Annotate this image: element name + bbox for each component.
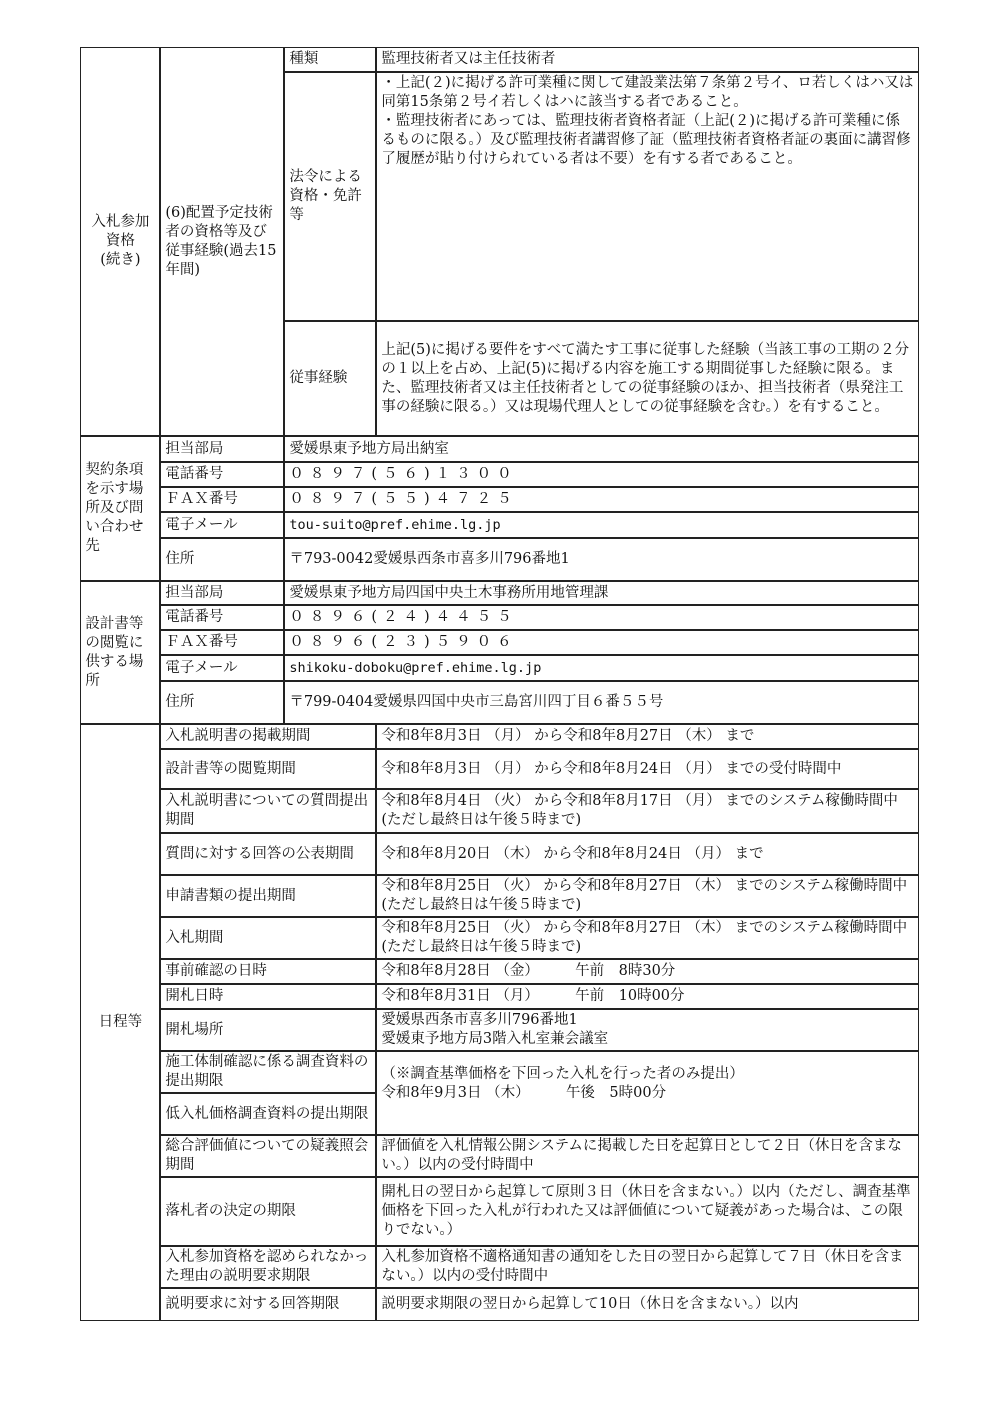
contract-contact-category: 契約条項を示す場所及び問い合わせ先 bbox=[80, 436, 160, 581]
schedule-row-value: 令和8年8月3日 （月） から令和8年8月24日 （月） までの受付時間中 bbox=[376, 749, 919, 789]
schedule-row-label: 開札日時 bbox=[160, 984, 376, 1009]
schedule-row-value: 令和8年8月31日 （月） 午前 10時00分 bbox=[376, 984, 919, 1009]
schedule-row-label: 質問に対する回答の公表期間 bbox=[160, 833, 376, 875]
contract-email-label: 電子メール bbox=[160, 512, 284, 538]
schedule-category: 日程等 bbox=[80, 724, 160, 1321]
design-email-label: 電子メール bbox=[160, 655, 284, 681]
experience-value: 上記(5)に掲げる要件をすべて満たす工事に従事した経験（当該工事の工期の２分の１以上を占め、上記(5)に掲げる内容を施工する期間従事した経験に限る。また、監理技術者又は主任技術者としての従事経験のほか、担当技術者（県発注工事の経験に限る。）又は現場代理人としての従事経験を含む。）を有すること。 bbox=[376, 321, 919, 436]
contract-fax-value: ０８９７(５５)４７２５ bbox=[284, 487, 919, 512]
schedule-row-value: 令和8年8月4日 （火） から令和8年8月17日 （月） までのシステム稼働時間中(ただし最終日は午後５時まで) bbox=[376, 789, 919, 833]
contract-fax-label: ＦＡＸ番号 bbox=[160, 487, 284, 512]
schedule-row-label: 設計書等の閲覧期間 bbox=[160, 749, 376, 789]
schedule-row-value: 開札日の翌日から起算して原則３日（休日を含まない。）以内（ただし、調査基準価格を下回った入札が行われた又は評価値について疑義があった場合は、この限りでない。） bbox=[376, 1177, 919, 1246]
contract-phone-label: 電話番号 bbox=[160, 462, 284, 487]
design-address-value: 〒799-0404愛媛県四国中央市三島宮川四丁目６番５５号 bbox=[284, 681, 919, 724]
type-value: 監理技術者又は主任技術者 bbox=[376, 47, 919, 72]
type-label: 種類 bbox=[284, 47, 376, 72]
schedule-row-value: 令和8年8月3日 （月） から令和8年8月27日 （木） まで bbox=[376, 724, 919, 749]
contract-email-value[interactable]: tou-suito@pref.ehime.lg.jp bbox=[284, 512, 919, 538]
schedule-row-label: 申請書類の提出期間 bbox=[160, 875, 376, 917]
design-docs-category: 設計書等の閲覧に供する場所 bbox=[80, 581, 160, 724]
schedule-row-label: 入札説明書についての質問提出期間 bbox=[160, 789, 376, 833]
design-phone-label: 電話番号 bbox=[160, 605, 284, 630]
contract-address-value: 〒793-0042愛媛県西条市喜多川796番地1 bbox=[284, 538, 919, 581]
schedule-row-value: 評価値を入札情報公開システムに掲載した日を起算日として２日（休日を含まない。）以内の受付時間中 bbox=[376, 1135, 919, 1177]
schedule-row-value: 愛媛県西条市喜多川796番地1 愛媛東予地方局3階入札室兼会議室 bbox=[376, 1009, 919, 1051]
contract-dept-label: 担当部局 bbox=[160, 436, 284, 462]
experience-label: 従事経験 bbox=[284, 321, 376, 436]
schedule-row-label: 入札参加資格を認められなかった理由の説明要求期限 bbox=[160, 1246, 376, 1288]
schedule-row-label: 入札説明書の掲載期間 bbox=[160, 724, 376, 749]
schedule-row-value: 説明要求期限の翌日から起算して10日（休日を含まない。）以内 bbox=[376, 1288, 919, 1321]
license-label: 法令による資格・免許等 bbox=[284, 72, 376, 321]
qualification-category: 入札参加資格 (続き) bbox=[80, 47, 160, 436]
schedule-row-label: 低入札価格調査資料の提出期限 bbox=[160, 1093, 376, 1135]
schedule-row-label: 入札期間 bbox=[160, 917, 376, 959]
schedule-row-label: 開札場所 bbox=[160, 1009, 376, 1051]
schedule-row-value: 令和8年8月28日 （金） 午前 8時30分 bbox=[376, 959, 919, 984]
design-address-label: 住所 bbox=[160, 681, 284, 724]
schedule-row-value: 令和8年8月25日 （火） から令和8年8月27日 （木） までのシステム稼働時間中(ただし最終日は午後５時まで) bbox=[376, 917, 919, 959]
schedule-row-label: 事前確認の日時 bbox=[160, 959, 376, 984]
contract-phone-value: ０８９７(５６)１３００ bbox=[284, 462, 919, 487]
schedule-row-value: 令和8年8月25日 （火） から令和8年8月27日 （木） までのシステム稼働時間中(ただし最終日は午後５時まで) bbox=[376, 875, 919, 917]
schedule-row-label: 施工体制確認に係る調査資料の提出期限 bbox=[160, 1051, 376, 1093]
design-phone-value: ０８９６(２４)４４５５ bbox=[284, 605, 919, 630]
schedule-row-value: （※調査基準価格を下回った入札を行った者のみ提出） 令和8年9月3日 （木） 午後 5時00分 bbox=[376, 1051, 919, 1135]
design-email-value[interactable]: shikoku-doboku@pref.ehime.lg.jp bbox=[284, 655, 919, 681]
design-fax-value: ０８９６(２３)５９０６ bbox=[284, 630, 919, 655]
qualification-item: (6)配置予定技術者の資格等及び従事経験(過去15年間) bbox=[160, 47, 284, 436]
schedule-row-label: 説明要求に対する回答期限 bbox=[160, 1288, 376, 1321]
contract-address-label: 住所 bbox=[160, 538, 284, 581]
schedule-row-label: 落札者の決定の期限 bbox=[160, 1177, 376, 1246]
schedule-row-value: 入札参加資格不適格通知書の通知をした日の翌日から起算して７日（休日を含まない。）以内の受付時間中 bbox=[376, 1246, 919, 1288]
design-dept-value: 愛媛県東予地方局四国中央土木事務所用地管理課 bbox=[284, 581, 919, 605]
design-dept-label: 担当部局 bbox=[160, 581, 284, 605]
design-fax-label: ＦＡＸ番号 bbox=[160, 630, 284, 655]
license-value: ・上記(２)に掲げる許可業種に関して建設業法第７条第２号イ、ロ若しくはハ又は同第15条第２号イ若しくはハに該当する者であること。 ・監理技術者にあっては、監理技術者資格者証（上記(２)に掲げる許可業種に係るものに限る。）及び監理技術者講習修了証（監理技術者資格者証の裏面に講習修了履歴が貼り付けられている者は不要）を有する者であること。 bbox=[376, 72, 919, 321]
tender-notice-table bbox=[81, 48, 920, 1322]
contract-dept-value: 愛媛県東予地方局出納室 bbox=[284, 436, 919, 462]
schedule-row-value: 令和8年8月20日 （木） から令和8年8月24日 （月） まで bbox=[376, 833, 919, 875]
schedule-row-label: 総合評価値についての疑義照会期間 bbox=[160, 1135, 376, 1177]
